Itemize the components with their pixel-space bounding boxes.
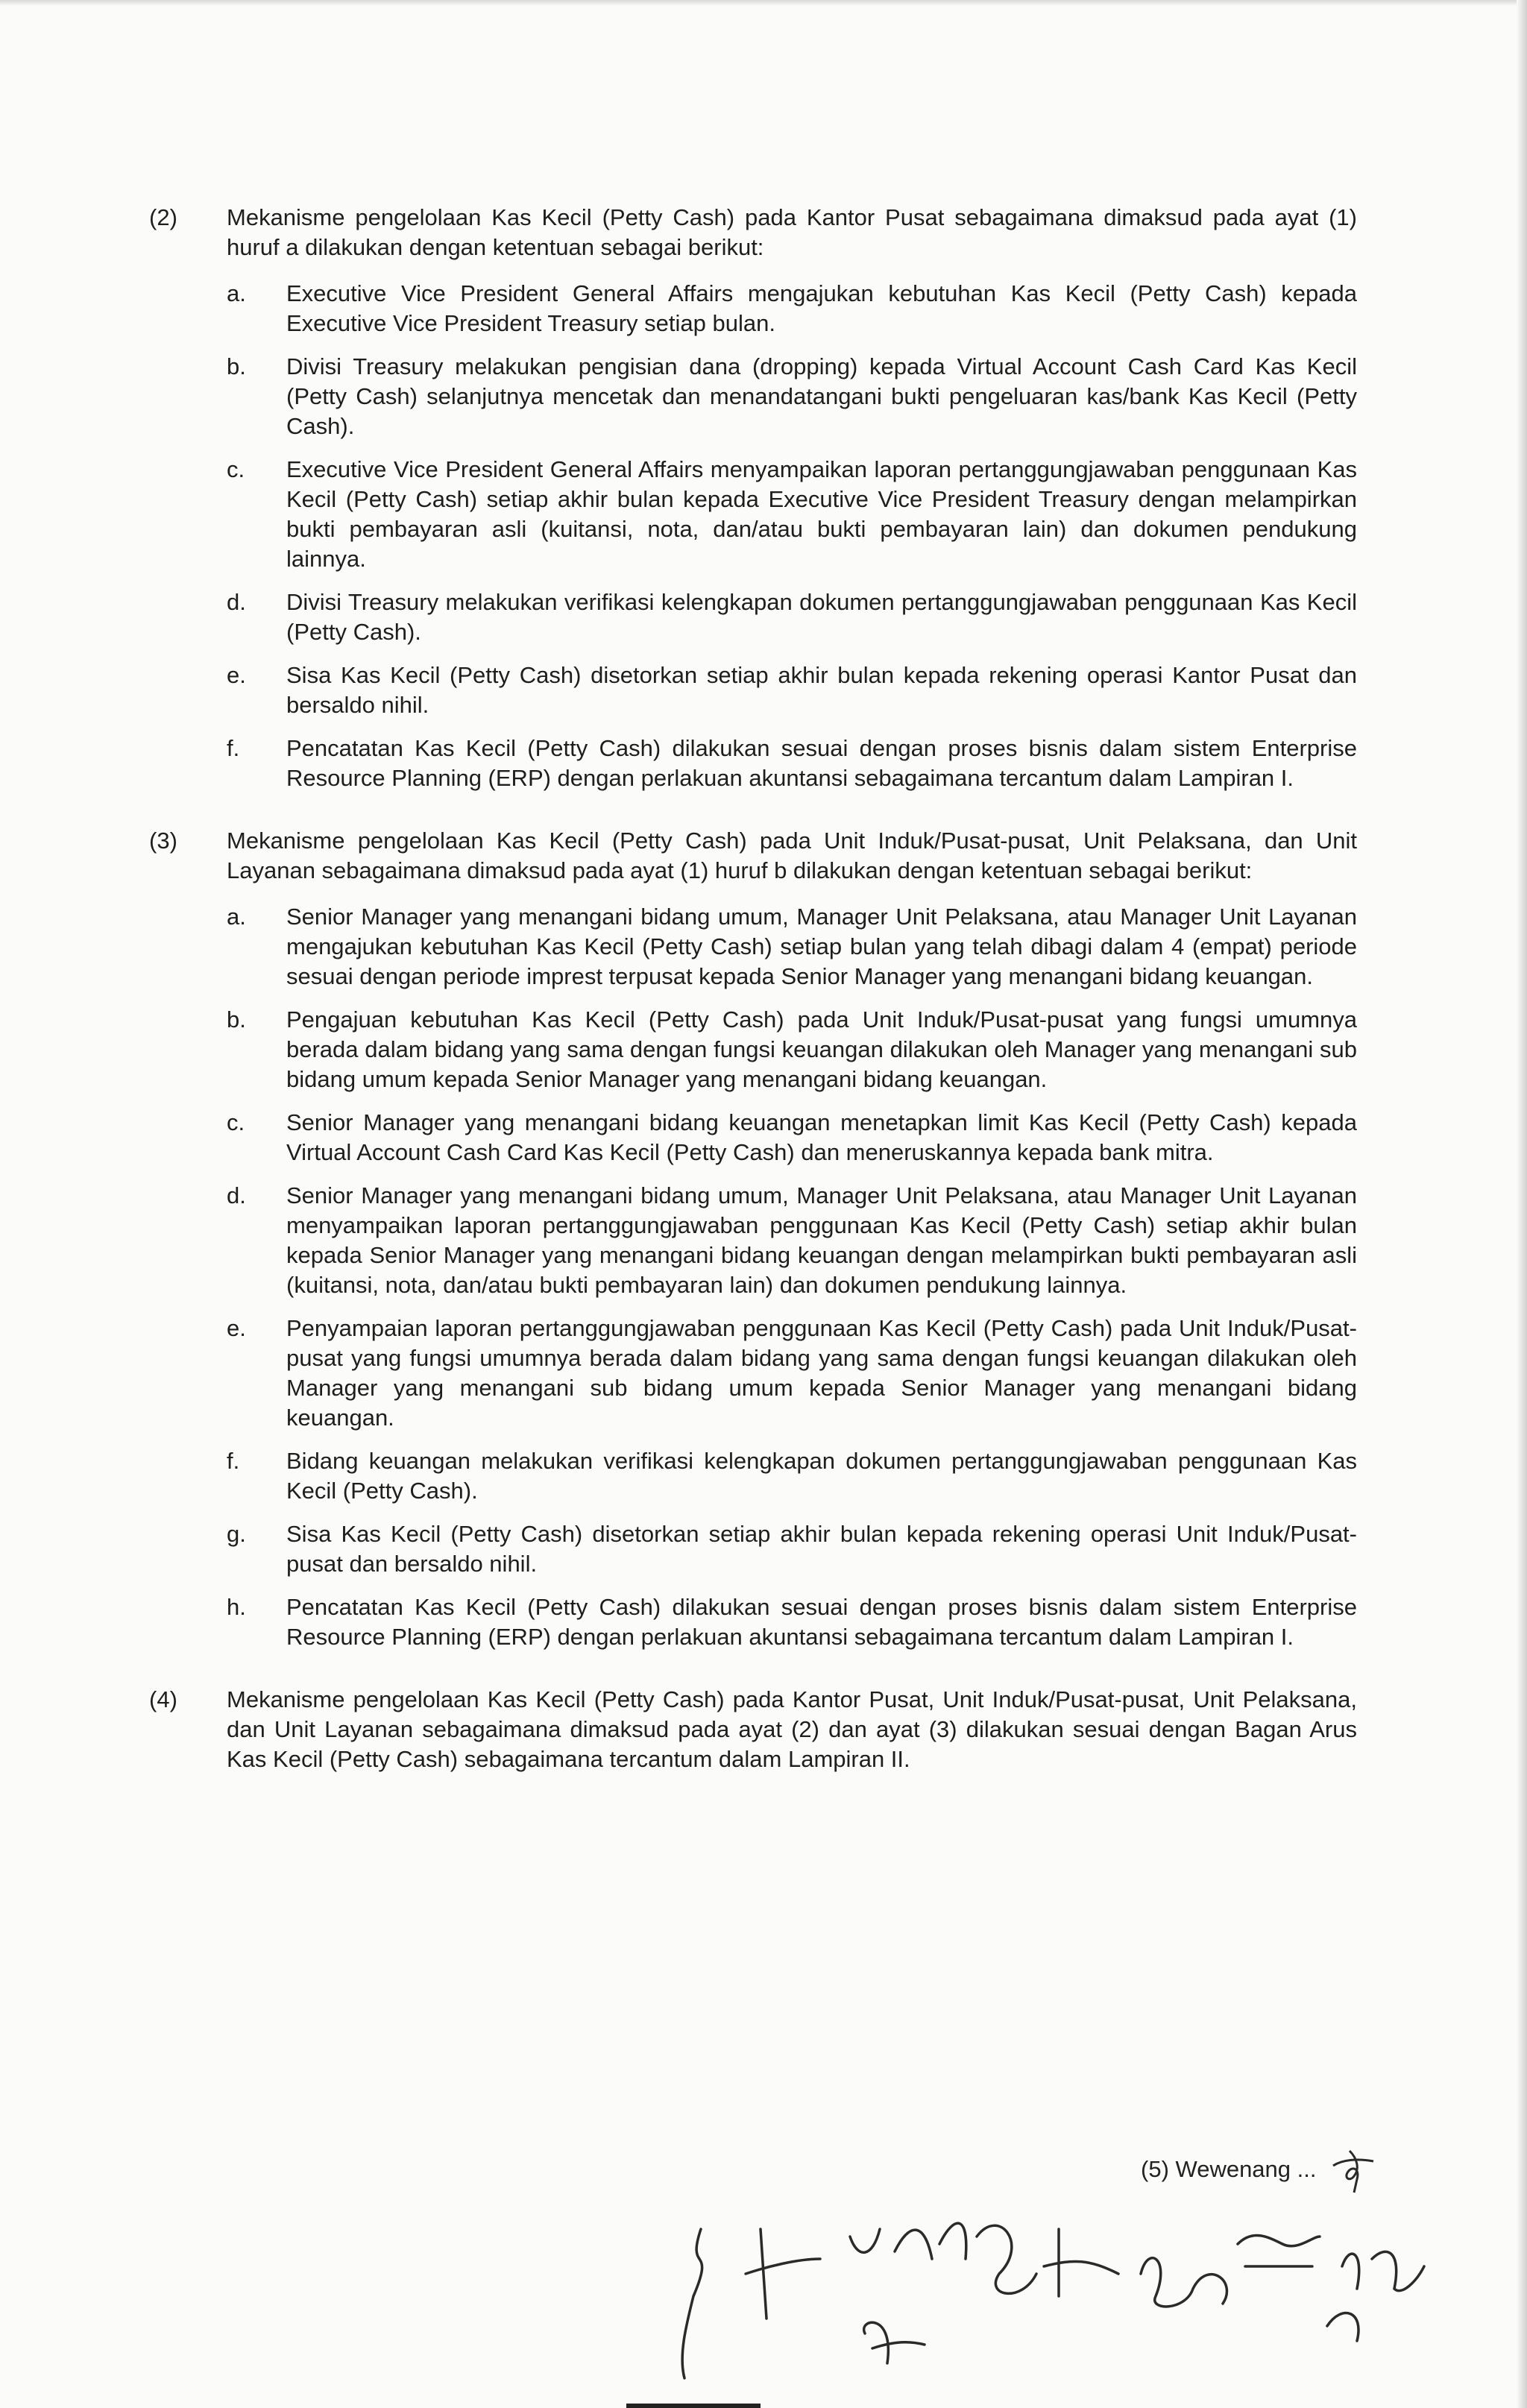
list-item — [227, 1314, 1357, 1433]
section-body — [227, 203, 1357, 807]
item-text: Executive Vice President General Affairs mengajukan kebutuhan Kas Kecil (Petty Cash) kepada Executive Vice President Treasury setiap bulan. — [286, 280, 1357, 336]
item-list — [227, 279, 1357, 793]
list-item — [227, 1108, 1357, 1167]
section-2 — [142, 203, 1357, 807]
signature-initials — [671, 2214, 1432, 2386]
item-list — [227, 902, 1357, 1652]
list-item — [227, 352, 1357, 441]
section-intro: Mekanisme pengelolaan Kas Kecil (Petty Cash) pada Kantor Pusat sebagaimana dimaksud pada ayat (1) huruf a dilakukan dengan ketentuan sebagai berikut: — [227, 204, 1357, 260]
section-number: (4) — [149, 1686, 177, 1712]
item-letter: a. — [227, 904, 246, 930]
item-text: Pencatatan Kas Kecil (Petty Cash) dilakukan sesuai dengan proses bisnis dalam sistem Enterprise Resource Planning (ERP) dengan perlakuan akuntansi sebagaimana tercantum dalam Lampiran I. — [286, 1594, 1357, 1650]
item-text: Divisi Treasury melakukan pengisian dana (dropping) kepada Virtual Account Cash Card Kas Kecil (Petty Cash) selanjutnya mencetak dan menandatangani bukti pengeluaran kas/bank Kas Kecil (Petty Cash). — [286, 353, 1357, 439]
item-text: Sisa Kas Kecil (Petty Cash) disetorkan setiap akhir bulan kepada rekening operasi Unit Induk/Pusat-pusat dan bersaldo nihil. — [286, 1521, 1357, 1577]
item-text: Pencatatan Kas Kecil (Petty Cash) dilakukan sesuai dengan proses bisnis dalam sistem Enterprise Resource Planning (ERP) dengan perlakuan akuntansi sebagaimana tercantum dalam Lampiran I. — [286, 735, 1357, 791]
item-text: Senior Manager yang menangani bidang keuangan menetapkan limit Kas Kecil (Petty Cash) kepada Virtual Account Cash Card Kas Kecil (Petty Cash) dan meneruskannya kepada bank mitra. — [286, 1109, 1357, 1165]
list-item — [227, 661, 1357, 720]
item-letter: f. — [227, 735, 240, 761]
scan-edge-right — [1517, 0, 1527, 2408]
item-letter: d. — [227, 1182, 246, 1208]
list-item — [227, 1005, 1357, 1094]
scan-edge-bottom — [626, 2404, 761, 2408]
list-item — [227, 587, 1357, 647]
list-item — [227, 279, 1357, 338]
item-text: Senior Manager yang menangani bidang umum, Manager Unit Pelaksana, atau Manager Unit Layanan mengajukan kebutuhan Kas Kecil (Petty Cash) setiap bulan yang telah dibagi dalam 4 (empat) periode sesuai dengan periode imprest terpusat kepada Senior Manager yang menangani bidang keuangan. — [286, 904, 1357, 989]
item-text: Divisi Treasury melakukan verifikasi kelengkapan dokumen pertanggungjawaban penggunaan Kas Kecil (Petty Cash). — [286, 589, 1357, 645]
section-number: (3) — [149, 828, 177, 854]
section-body — [227, 826, 1357, 1665]
item-text: Executive Vice President General Affairs menyampaikan laporan pertanggungjawaban penggunaan Kas Kecil (Petty Cash) setiap akhir bulan kepada Executive Vice President Treasury dengan melampirkan bukti pembayaran asli (kuitansi, nota, dan/atau bukti pembayaran lain) dan dokumen pendukung lainnya. — [286, 456, 1357, 572]
scan-edge-top — [0, 0, 1527, 6]
list-item — [227, 734, 1357, 793]
list-item — [227, 902, 1357, 992]
item-text: Penyampaian laporan pertanggungjawaban penggunaan Kas Kecil (Petty Cash) pada Unit Induk/Pusat-pusat yang fungsi umumnya berada dalam bidang yang sama dengan fungsi keuangan dilakukan oleh Manager yang menangani sub bidang umum kepada Senior Manager yang menangani bidang keuangan. — [286, 1315, 1357, 1431]
section-number: (2) — [149, 204, 177, 230]
next-page-reference: (5) Wewenang ... — [1141, 2156, 1317, 2182]
list-item — [227, 1592, 1357, 1652]
section-3 — [142, 826, 1357, 1665]
list-item — [227, 455, 1357, 574]
initial-mark-icon — [1327, 2143, 1379, 2196]
list-item — [227, 1446, 1357, 1506]
item-letter: a. — [227, 280, 246, 306]
section-body — [227, 1685, 1357, 1774]
document-body — [142, 203, 1357, 1794]
list-item — [227, 1181, 1357, 1300]
item-letter: c. — [227, 456, 245, 482]
item-text: Sisa Kas Kecil (Petty Cash) disetorkan setiap akhir bulan kepada rekening operasi Kantor Pusat dan bersaldo nihil. — [286, 662, 1357, 718]
list-item — [227, 1519, 1357, 1579]
item-letter: g. — [227, 1521, 246, 1547]
section-intro: Mekanisme pengelolaan Kas Kecil (Petty Cash) pada Kantor Pusat, Unit Induk/Pusat-pusat, Unit Pelaksana, dan Unit Layanan sebagaimana dimaksud pada ayat (2) dan ayat (3) dilakukan sesuai dengan Bagan Arus Kas Kecil (Petty Cash) sebagaimana tercantum dalam Lampiran II. — [227, 1686, 1357, 1772]
item-letter: b. — [227, 1006, 246, 1033]
item-letter: f. — [227, 1448, 240, 1474]
item-letter: e. — [227, 662, 246, 688]
item-text: Senior Manager yang menangani bidang umum, Manager Unit Pelaksana, atau Manager Unit Layanan menyampaikan laporan pertanggungjawaban penggunaan Kas Kecil (Petty Cash) setiap akhir bulan kepada Senior Manager yang menangani bidang keuangan dengan melampirkan bukti pembayaran asli (kuitansi, nota, dan/atau bukti pembayaran lain) dan dokumen pendukung lainnya. — [286, 1182, 1357, 1298]
section-intro: Mekanisme pengelolaan Kas Kecil (Petty Cash) pada Unit Induk/Pusat-pusat, Unit Pelaksana, dan Unit Layanan sebagaimana dimaksud pada ayat (1) huruf b dilakukan dengan ketentuan sebagai berikut: — [227, 828, 1357, 883]
item-letter: e. — [227, 1315, 246, 1341]
item-letter: b. — [227, 353, 246, 379]
item-text: Bidang keuangan melakukan verifikasi kelengkapan dokumen pertanggungjawaban penggunaan Kas Kecil (Petty Cash). — [286, 1448, 1357, 1504]
section-4 — [142, 1685, 1357, 1774]
item-letter: c. — [227, 1109, 245, 1135]
item-letter: h. — [227, 1594, 246, 1620]
item-letter: d. — [227, 589, 246, 615]
item-text: Pengajuan kebutuhan Kas Kecil (Petty Cash) pada Unit Induk/Pusat-pusat yang fungsi umumnya berada dalam bidang yang sama dengan fungsi keuangan dilakukan oleh Manager yang menangani sub bidang umum kepada Senior Manager yang menangani bidang keuangan. — [286, 1006, 1357, 1092]
